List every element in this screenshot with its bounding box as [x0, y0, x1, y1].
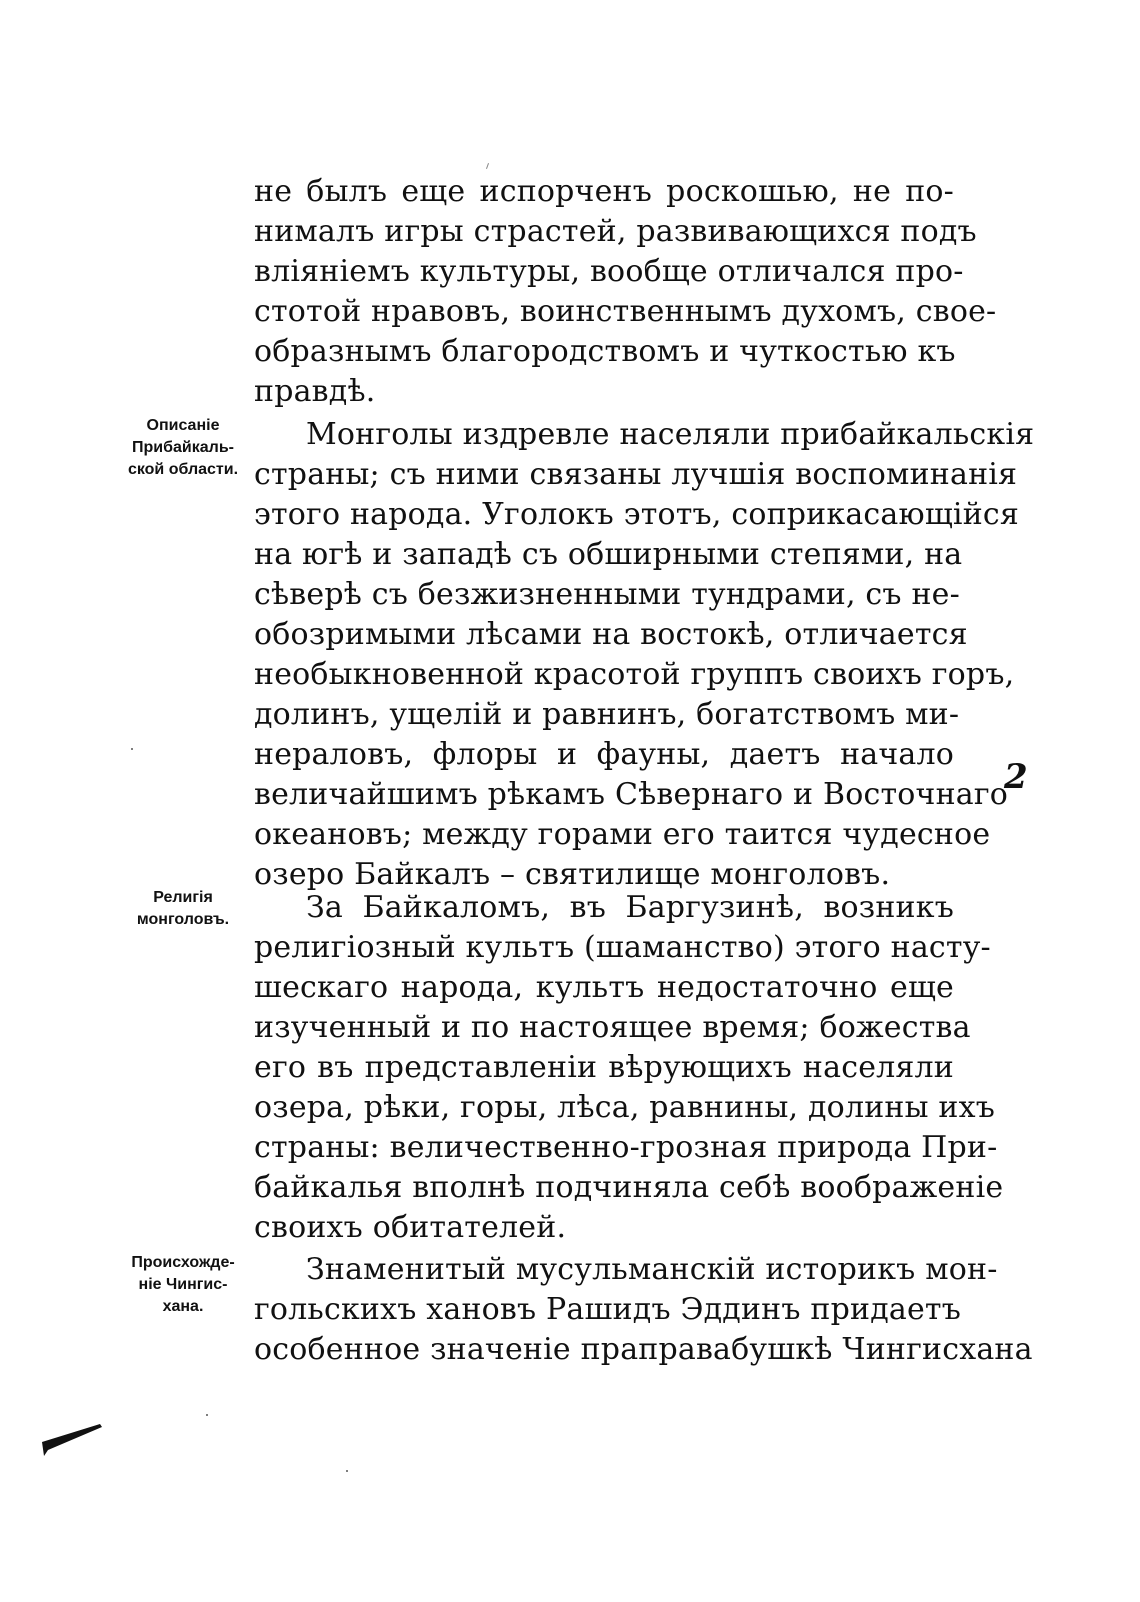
text-line: правдѣ.	[254, 374, 376, 409]
text-line: этого народа. Уголокъ этотъ, соприкасающійся	[254, 497, 1020, 532]
text-line: нераловъ, флоры и фауны, даетъ начало	[254, 737, 954, 772]
text-line: океановъ; между горами его таится чудесное	[254, 817, 991, 852]
margin-note-line: Религія	[153, 889, 213, 906]
margin-note-line: хана.	[162, 1298, 204, 1315]
text-line: своихъ обитателей.	[254, 1210, 567, 1245]
text-line: стотой нравовъ, воинственнымъ духомъ, свое-	[254, 294, 997, 329]
text-line: озера, рѣки, горы, лѣса, равнины, долины ихъ	[254, 1090, 996, 1125]
text-line: страны: величественно-грозная природа При-	[254, 1130, 998, 1165]
page-number: 2	[1004, 757, 1028, 797]
text-line: Знаменитый мусульманскій историкъ мон-	[306, 1252, 998, 1287]
text-line: За Байкаломъ, въ Баргузинѣ, возникъ	[306, 890, 954, 925]
text-line: величайшимъ рѣкамъ Сѣвернаго и Восточнаго	[254, 777, 1009, 812]
text-line: не былъ еще испорченъ роскошью, не по-	[254, 174, 954, 209]
text-line: изученный и по настоящее время; божества	[254, 1010, 971, 1045]
text-line: шескаго народа, культъ недостаточно еще	[254, 970, 954, 1005]
text-line: образнымъ благородствомъ и чуткостью къ	[254, 334, 956, 369]
margin-note-origin-chingiskhan	[108, 1252, 258, 1318]
text-line: необыкновенной красотой группъ своихъ горъ,	[254, 657, 1015, 692]
margin-note-line: ніе Чингис-	[138, 1276, 228, 1293]
text-line: вліяніемъ культуры, вообще отличался про-	[254, 254, 964, 289]
text-line: страны; съ ними связаны лучшія воспоминанія	[254, 457, 1018, 492]
text-line: долинъ, ущелій и равнинъ, богатствомъ ми-	[254, 697, 960, 732]
text-line: озеро Байкалъ – святилище монголовъ.	[254, 857, 891, 892]
margin-note-baikal-region	[108, 415, 258, 481]
margin-note-line: Прибайкаль-	[132, 439, 234, 456]
margin-note-line: монголовъ.	[136, 911, 230, 928]
print-speck	[346, 1470, 348, 1472]
print-speck	[486, 163, 489, 169]
margin-note-line: Происхожде-	[131, 1254, 235, 1271]
text-line: нималъ игры страстей, развивающихся подъ	[254, 214, 977, 249]
print-speck	[206, 1414, 208, 1416]
text-line: обозримыми лѣсами на востокѣ, отличается	[254, 617, 968, 652]
text-line: гольскихъ хановъ Рашидъ Эддинъ придаетъ	[254, 1292, 961, 1327]
print-speck	[131, 748, 133, 750]
margin-note-line: ской области.	[127, 461, 239, 478]
text-line: байкалья вполнѣ подчиняла себѣ воображеніе	[254, 1170, 1004, 1205]
ink-smudge	[40, 1418, 110, 1458]
margin-note-religion	[108, 887, 258, 931]
text-line: на югѣ и западѣ съ обширными степями, на	[254, 537, 963, 572]
margin-note-line: Описаніе	[146, 417, 220, 434]
text-line: сѣверѣ съ безжизненными тундрами, съ не-	[254, 577, 960, 612]
text-line: религіозный культъ (шаманство) этого насту-	[254, 930, 991, 965]
text-line: особенное значеніе праправабушкѣ Чингисхана	[254, 1332, 1033, 1367]
text-line: его въ представленіи вѣрующихъ населяли	[254, 1050, 954, 1085]
text-line: Монголы издревле населяли прибайкальскія	[306, 417, 1035, 452]
